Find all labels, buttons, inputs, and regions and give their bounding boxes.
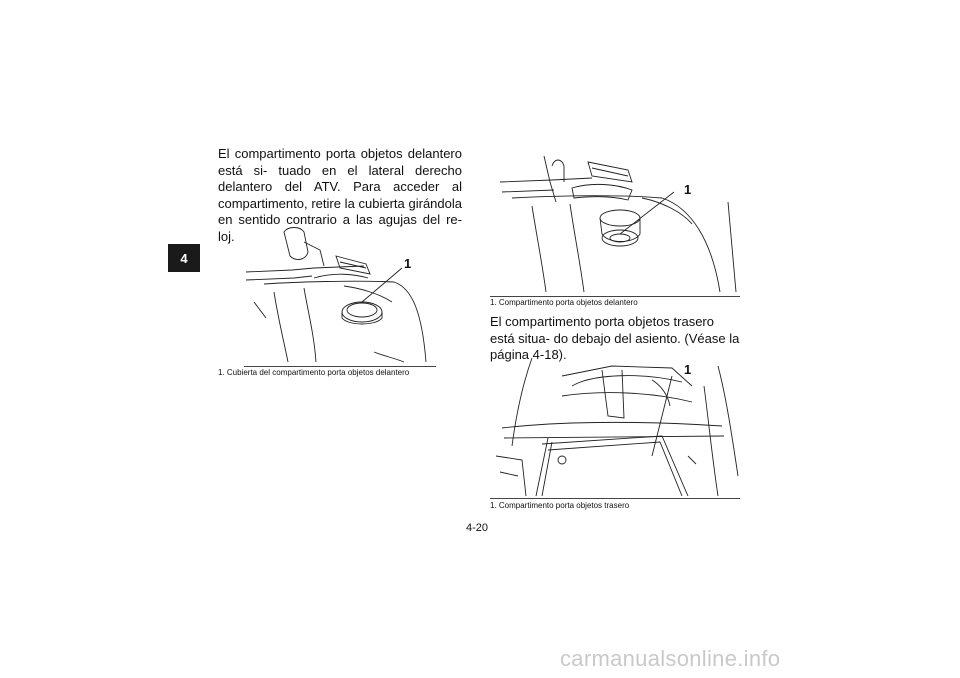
front-compartment-illustration <box>492 152 740 294</box>
caption-divider <box>490 498 740 499</box>
page-number: 4-20 <box>466 522 489 534</box>
caption-divider <box>244 366 436 367</box>
rear-compartment-illustration <box>492 356 740 496</box>
figure-front-compartment-callout: 1 <box>684 182 692 197</box>
paragraph-front-compartment: El compartimento porta objetos delantero está si- tuado en el lateral derecho delantero del ATV. Para acceder al compartimento, retire la cubierta girándola en sentido contrario a las agujas del re- loj. <box>218 146 462 244</box>
figure-front-cover-caption: 1. Cubierta del compartimento porta objetos delantero <box>218 368 410 377</box>
caption-divider <box>490 296 740 297</box>
figure-rear-compartment-caption: 1. Compartimento porta objetos trasero <box>490 501 630 510</box>
front-cover-illustration <box>244 222 436 364</box>
paragraph-rear-compartment: El compartimento porta objetos trasero está situa- do debajo del asiento. (Véase la página 4-18). <box>490 314 740 362</box>
figure-front-compartment <box>492 152 740 294</box>
figure-rear-compartment <box>492 356 740 496</box>
figure-rear-compartment-callout: 1 <box>684 362 692 377</box>
watermark: carmanualsonline.info <box>560 646 781 671</box>
figure-front-compartment-caption: 1. Compartimento porta objetos delantero <box>490 298 638 307</box>
chapter-tab: 4 <box>168 244 200 272</box>
figure-front-cover <box>244 222 436 364</box>
figure-front-cover-callout: 1 <box>404 256 412 271</box>
